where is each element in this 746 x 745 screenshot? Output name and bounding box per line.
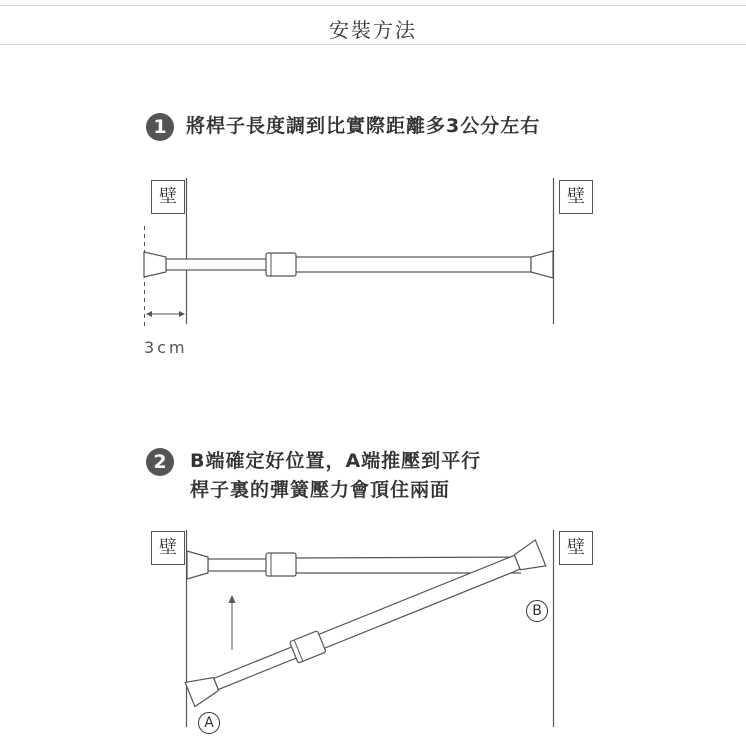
push-arrow-head — [229, 595, 236, 603]
step-2-left-wall-label: 壁 — [151, 531, 185, 565]
horizontal-rod-left-end-cap — [187, 551, 208, 579]
measure-label: 3cm — [144, 338, 188, 357]
end-a-label: A — [198, 712, 220, 734]
step-2-right-wall-label: 壁 — [559, 531, 593, 565]
step-1-number: 1 — [146, 113, 174, 141]
tilted-rod-thin-tube — [214, 645, 300, 689]
horizontal-rod-thick-tube-top — [296, 557, 533, 558]
step-2-number: 2 — [146, 448, 174, 476]
step-2-text-line-1: B端確定好位置，A端推壓到平行 — [190, 450, 482, 472]
step-1-text: 將桿子長度調到比實際距離多3公分左右 — [186, 115, 541, 137]
step-1-right-wall-label: 壁 — [559, 180, 593, 214]
tilted-rod-thick-tube — [317, 555, 520, 649]
end-b-label: B — [526, 600, 548, 622]
step-1-left-wall-label: 壁 — [151, 180, 185, 214]
page-title: 安裝方法 — [329, 18, 417, 42]
horizontal-rod-thin-tube — [208, 559, 270, 571]
step-2-text-line-2: 桿子裏的彈簧壓力會頂住兩面 — [190, 479, 451, 501]
